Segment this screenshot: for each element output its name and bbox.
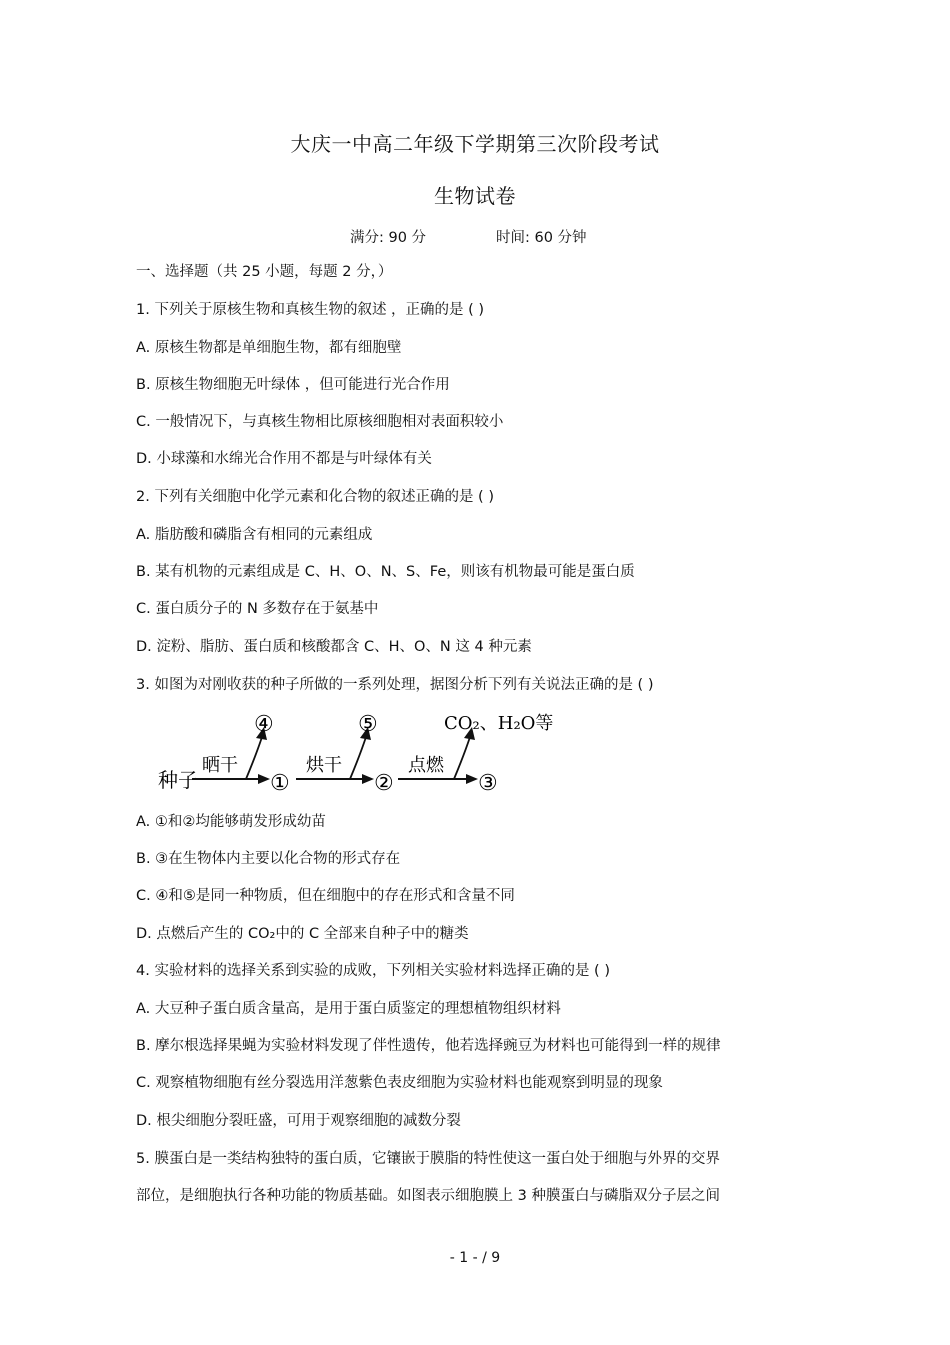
branch-arrow-2 — [350, 737, 366, 779]
combustion-products: CO₂、H₂O等 — [444, 713, 554, 734]
sun-dry-label: 晒干 — [202, 755, 238, 776]
q4-option-b: B. 摩尔根选择果蝇为实验材料发现了伴性遗传，他若选择豌豆为材料也可能得到一样的规律 — [136, 1038, 721, 1054]
q2-option-a: A. 脂肪酸和磷脂含有相同的元素组成 — [136, 527, 373, 543]
q1-option-c: C. 一般情况下，与真核生物相比原核细胞相对表面积较小 — [136, 414, 504, 430]
seed-processing-diagram — [150, 705, 554, 805]
question-3-stem: 3. 如图为对刚收获的种子所做的一系列处理，据图分析下列有关说法正确的是 ( ) — [136, 677, 654, 693]
q3-option-d: D. 点燃后产生的 CO₂中的 C 全部来自种子中的糖类 — [136, 926, 469, 942]
exam-title: 大庆一中高二年级下学期第三次阶段考试 — [290, 132, 660, 156]
q3-option-c: C. ④和⑤是同一种物质，但在细胞中的存在形式和含量不同 — [136, 888, 515, 904]
time-limit: 时间: 60 分钟 — [496, 230, 587, 246]
question-4-stem: 4. 实验材料的选择关系到实验的成败，下列相关实验材料选择正确的是 ( ) — [136, 963, 610, 979]
node-3: ③ — [478, 771, 498, 796]
full-score: 满分: 90 分 — [350, 230, 427, 246]
seed-label: 种子 — [158, 768, 198, 792]
question-5-stem-line-2: 部位，是细胞执行各种功能的物质基础。如图表示细胞膜上 3 种膜蛋白与磷脂双分子层之间 — [136, 1188, 720, 1204]
oven-dry-label: 烘干 — [306, 755, 342, 776]
arrow-head-1 — [258, 774, 270, 784]
q4-option-d: D. 根尖细胞分裂旺盛，可用于观察细胞的减数分裂 — [136, 1113, 461, 1129]
ignite-label: 点燃 — [408, 755, 444, 776]
q2-option-d: D. 淀粉、脂肪、蛋白质和核酸都含 C、H、O、N 这 4 种元素 — [136, 639, 532, 655]
q1-option-d: D. 小球藻和水绵光合作用不都是与叶绿体有关 — [136, 451, 432, 467]
section-heading: 一、选择题（共 25 小题，每题 2 分，） — [136, 264, 393, 280]
paper-subtitle: 生物试卷 — [434, 184, 516, 208]
q1-option-a: A. 原核生物都是单细胞生物，都有细胞壁 — [136, 340, 402, 356]
node-1: ① — [270, 771, 290, 796]
node-2: ② — [374, 771, 394, 796]
q2-option-b: B. 某有机物的元素组成是 C、H、O、N、S、Fe，则该有机物最可能是蛋白质 — [136, 564, 635, 580]
branch-arrow-1 — [246, 737, 262, 779]
question-2-stem: 2. 下列有关细胞中化学元素和化合物的叙述正确的是 ( ) — [136, 489, 494, 505]
arrow-head-3 — [466, 774, 478, 784]
q4-option-a: A. 大豆种子蛋白质含量高，是用于蛋白质鉴定的理想植物组织材料 — [136, 1001, 561, 1017]
arrow-head-2 — [362, 774, 374, 784]
q3-option-a: A. ①和②均能够萌发形成幼苗 — [136, 814, 326, 830]
page-number: - 1 - / 9 — [449, 1250, 501, 1266]
question-1-stem: 1. 下列关于原核生物和真核生物的叙述 ，正确的是 ( ) — [136, 302, 485, 318]
q1-option-b: B. 原核生物细胞无叶绿体 ，但可能进行光合作用 — [136, 377, 450, 393]
node-5: ⑤ — [358, 712, 378, 737]
q4-option-c: C. 观察植物细胞有丝分裂选用洋葱紫色表皮细胞为实验材料也能观察到明显的现象 — [136, 1075, 663, 1091]
branch-arrow-3 — [454, 737, 470, 779]
question-5-stem-line-1: 5. 膜蛋白是一类结构独特的蛋白质，它镶嵌于膜脂的特性使这一蛋白处于细胞与外界的交界 — [136, 1151, 720, 1167]
q3-option-b: B. ③在生物体内主要以化合物的形式存在 — [136, 851, 401, 867]
q2-option-c: C. 蛋白质分子的 N 多数存在于氨基中 — [136, 601, 379, 617]
node-4: ④ — [254, 712, 274, 737]
